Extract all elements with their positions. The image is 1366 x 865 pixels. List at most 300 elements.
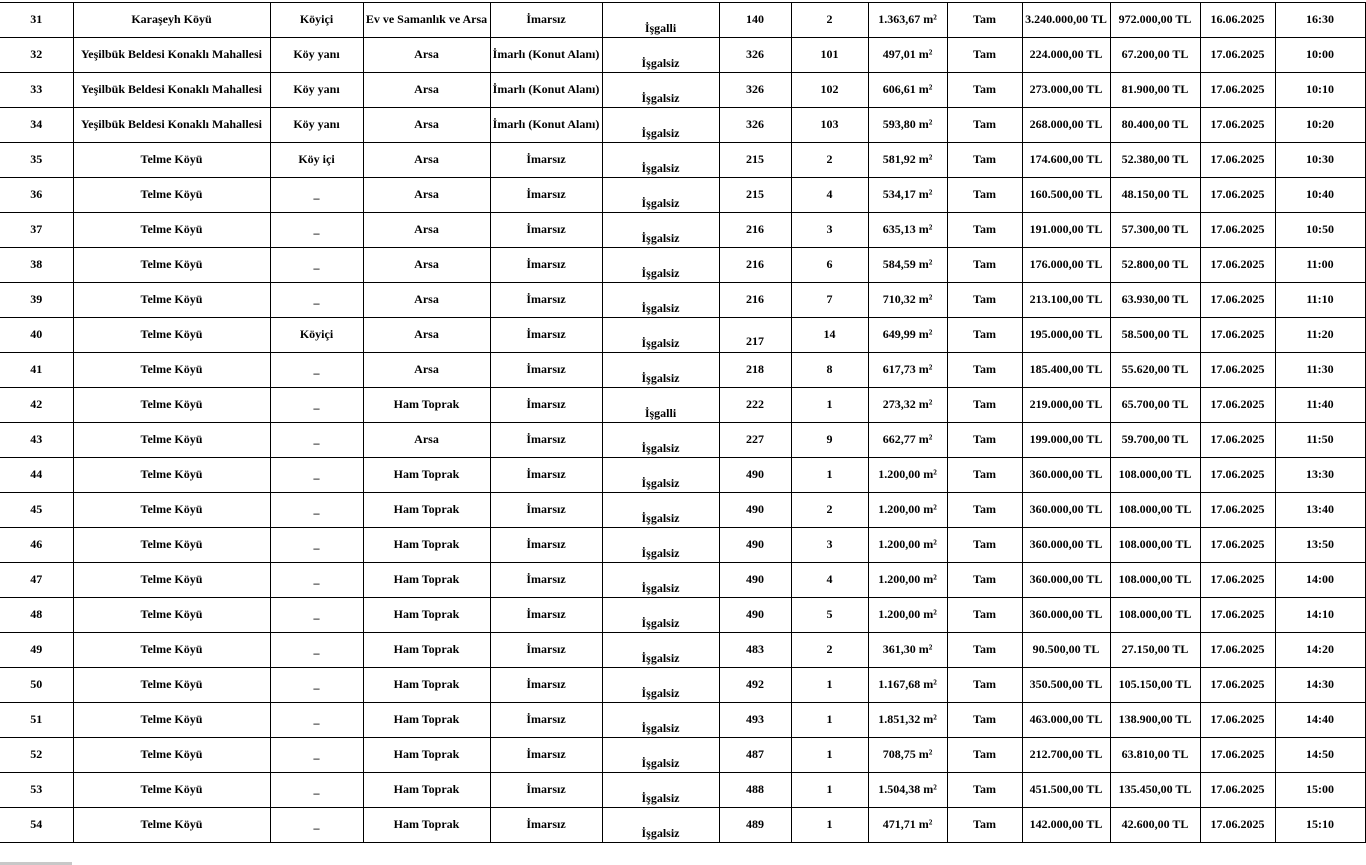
cell-area[interactable] <box>868 423 947 458</box>
cell-share[interactable] <box>947 73 1022 108</box>
cell-location[interactable] <box>73 108 270 143</box>
cell-occupancy-status[interactable] <box>602 703 719 738</box>
cell-location[interactable] <box>73 423 270 458</box>
cell-parcel-number[interactable] <box>791 738 868 773</box>
cell-position[interactable] <box>270 178 363 213</box>
cell-position[interactable] <box>270 73 363 108</box>
cell-auction-time[interactable] <box>1275 248 1365 283</box>
cell-position[interactable] <box>270 213 363 248</box>
cell-area[interactable] <box>868 318 947 353</box>
cell-block-number[interactable] <box>719 108 791 143</box>
cell-occupancy-status[interactable] <box>602 248 719 283</box>
cell-position[interactable] <box>270 738 363 773</box>
cell-row-number[interactable] <box>0 178 73 213</box>
cell-area[interactable] <box>868 563 947 598</box>
cell-occupancy-status[interactable] <box>602 108 719 143</box>
cell-area[interactable] <box>868 283 947 318</box>
cell-block-number[interactable] <box>719 633 791 668</box>
cell-property-type[interactable] <box>363 738 490 773</box>
horizontal-scrollbar-track[interactable] <box>0 861 1366 865</box>
cell-auction-time[interactable] <box>1275 178 1365 213</box>
cell-estimated-value[interactable] <box>1022 808 1110 843</box>
cell-position[interactable] <box>270 143 363 178</box>
cell-property-type[interactable] <box>363 318 490 353</box>
cell-share[interactable] <box>947 773 1022 808</box>
cell-estimated-value[interactable] <box>1022 248 1110 283</box>
cell-auction-time[interactable] <box>1275 108 1365 143</box>
cell-estimated-value[interactable] <box>1022 633 1110 668</box>
cell-auction-date[interactable] <box>1200 668 1275 703</box>
cell-occupancy-status[interactable] <box>602 38 719 73</box>
cell-position[interactable] <box>270 423 363 458</box>
cell-location[interactable] <box>73 213 270 248</box>
cell-area[interactable] <box>868 108 947 143</box>
cell-share[interactable] <box>947 738 1022 773</box>
cell-auction-date[interactable] <box>1200 738 1275 773</box>
cell-share[interactable] <box>947 633 1022 668</box>
cell-share[interactable] <box>947 563 1022 598</box>
cell-share[interactable] <box>947 703 1022 738</box>
cell-auction-date[interactable] <box>1200 773 1275 808</box>
cell-block-number[interactable] <box>719 668 791 703</box>
cell-position[interactable] <box>270 3 363 38</box>
cell-occupancy-status[interactable] <box>602 598 719 633</box>
cell-location[interactable] <box>73 143 270 178</box>
cell-auction-time[interactable] <box>1275 668 1365 703</box>
cell-row-number[interactable] <box>0 423 73 458</box>
cell-deposit[interactable] <box>1110 248 1200 283</box>
cell-location[interactable] <box>73 3 270 38</box>
cell-estimated-value[interactable] <box>1022 528 1110 563</box>
cell-zoning-status[interactable] <box>490 563 602 598</box>
cell-deposit[interactable] <box>1110 388 1200 423</box>
cell-parcel-number[interactable] <box>791 388 868 423</box>
cell-location[interactable] <box>73 248 270 283</box>
cell-auction-time[interactable] <box>1275 318 1365 353</box>
cell-area[interactable] <box>868 493 947 528</box>
cell-auction-time[interactable] <box>1275 563 1365 598</box>
cell-auction-date[interactable] <box>1200 213 1275 248</box>
cell-share[interactable] <box>947 493 1022 528</box>
cell-share[interactable] <box>947 178 1022 213</box>
cell-row-number[interactable] <box>0 108 73 143</box>
cell-location[interactable] <box>73 563 270 598</box>
cell-area[interactable] <box>868 528 947 563</box>
cell-block-number[interactable] <box>719 388 791 423</box>
cell-occupancy-status[interactable] <box>602 423 719 458</box>
cell-row-number[interactable] <box>0 38 73 73</box>
cell-share[interactable] <box>947 213 1022 248</box>
cell-share[interactable] <box>947 248 1022 283</box>
cell-block-number[interactable] <box>719 353 791 388</box>
cell-occupancy-status[interactable] <box>602 143 719 178</box>
cell-location[interactable] <box>73 38 270 73</box>
cell-auction-date[interactable] <box>1200 493 1275 528</box>
cell-auction-time[interactable] <box>1275 388 1365 423</box>
cell-position[interactable] <box>270 283 363 318</box>
cell-row-number[interactable] <box>0 248 73 283</box>
cell-estimated-value[interactable] <box>1022 283 1110 318</box>
cell-occupancy-status[interactable] <box>602 493 719 528</box>
cell-block-number[interactable] <box>719 318 791 353</box>
cell-deposit[interactable] <box>1110 423 1200 458</box>
cell-block-number[interactable] <box>719 283 791 318</box>
cell-position[interactable] <box>270 598 363 633</box>
cell-block-number[interactable] <box>719 178 791 213</box>
cell-location[interactable] <box>73 773 270 808</box>
cell-property-type[interactable] <box>363 703 490 738</box>
cell-property-type[interactable] <box>363 283 490 318</box>
cell-property-type[interactable] <box>363 3 490 38</box>
cell-auction-date[interactable] <box>1200 38 1275 73</box>
cell-deposit[interactable] <box>1110 773 1200 808</box>
cell-parcel-number[interactable] <box>791 213 868 248</box>
cell-location[interactable] <box>73 738 270 773</box>
cell-estimated-value[interactable] <box>1022 738 1110 773</box>
cell-block-number[interactable] <box>719 773 791 808</box>
cell-area[interactable] <box>868 248 947 283</box>
cell-share[interactable] <box>947 528 1022 563</box>
cell-parcel-number[interactable] <box>791 808 868 843</box>
cell-location[interactable] <box>73 703 270 738</box>
cell-parcel-number[interactable] <box>791 773 868 808</box>
cell-auction-date[interactable] <box>1200 108 1275 143</box>
cell-property-type[interactable] <box>363 598 490 633</box>
cell-property-type[interactable] <box>363 353 490 388</box>
cell-row-number[interactable] <box>0 528 73 563</box>
cell-estimated-value[interactable] <box>1022 213 1110 248</box>
cell-area[interactable] <box>868 808 947 843</box>
cell-position[interactable] <box>270 108 363 143</box>
cell-deposit[interactable] <box>1110 563 1200 598</box>
cell-block-number[interactable] <box>719 703 791 738</box>
cell-area[interactable] <box>868 3 947 38</box>
cell-zoning-status[interactable] <box>490 178 602 213</box>
cell-area[interactable] <box>868 38 947 73</box>
cell-estimated-value[interactable] <box>1022 458 1110 493</box>
cell-zoning-status[interactable] <box>490 458 602 493</box>
cell-area[interactable] <box>868 668 947 703</box>
cell-location[interactable] <box>73 353 270 388</box>
cell-area[interactable] <box>868 738 947 773</box>
cell-share[interactable] <box>947 388 1022 423</box>
cell-auction-time[interactable] <box>1275 493 1365 528</box>
cell-deposit[interactable] <box>1110 3 1200 38</box>
cell-share[interactable] <box>947 38 1022 73</box>
cell-zoning-status[interactable] <box>490 423 602 458</box>
cell-auction-time[interactable] <box>1275 423 1365 458</box>
cell-property-type[interactable] <box>363 633 490 668</box>
cell-zoning-status[interactable] <box>490 38 602 73</box>
cell-block-number[interactable] <box>719 808 791 843</box>
cell-deposit[interactable] <box>1110 458 1200 493</box>
cell-area[interactable] <box>868 388 947 423</box>
cell-property-type[interactable] <box>363 493 490 528</box>
cell-deposit[interactable] <box>1110 598 1200 633</box>
cell-property-type[interactable] <box>363 143 490 178</box>
cell-occupancy-status[interactable] <box>602 563 719 598</box>
cell-estimated-value[interactable] <box>1022 318 1110 353</box>
cell-share[interactable] <box>947 143 1022 178</box>
cell-parcel-number[interactable] <box>791 528 868 563</box>
cell-auction-date[interactable] <box>1200 248 1275 283</box>
cell-deposit[interactable] <box>1110 178 1200 213</box>
cell-block-number[interactable] <box>719 563 791 598</box>
cell-estimated-value[interactable] <box>1022 703 1110 738</box>
cell-deposit[interactable] <box>1110 73 1200 108</box>
cell-auction-time[interactable] <box>1275 773 1365 808</box>
cell-block-number[interactable] <box>719 213 791 248</box>
cell-location[interactable] <box>73 668 270 703</box>
cell-row-number[interactable] <box>0 598 73 633</box>
cell-parcel-number[interactable] <box>791 563 868 598</box>
cell-property-type[interactable] <box>363 73 490 108</box>
cell-area[interactable] <box>868 598 947 633</box>
cell-auction-date[interactable] <box>1200 318 1275 353</box>
cell-parcel-number[interactable] <box>791 423 868 458</box>
cell-property-type[interactable] <box>363 773 490 808</box>
cell-auction-time[interactable] <box>1275 738 1365 773</box>
cell-row-number[interactable] <box>0 738 73 773</box>
cell-auction-time[interactable] <box>1275 353 1365 388</box>
cell-zoning-status[interactable] <box>490 633 602 668</box>
cell-share[interactable] <box>947 668 1022 703</box>
cell-occupancy-status[interactable] <box>602 528 719 563</box>
cell-row-number[interactable] <box>0 388 73 423</box>
cell-position[interactable] <box>270 388 363 423</box>
cell-share[interactable] <box>947 458 1022 493</box>
cell-row-number[interactable] <box>0 3 73 38</box>
cell-row-number[interactable] <box>0 213 73 248</box>
cell-property-type[interactable] <box>363 668 490 703</box>
cell-estimated-value[interactable] <box>1022 563 1110 598</box>
cell-parcel-number[interactable] <box>791 703 868 738</box>
cell-row-number[interactable] <box>0 773 73 808</box>
cell-area[interactable] <box>868 143 947 178</box>
cell-zoning-status[interactable] <box>490 598 602 633</box>
cell-block-number[interactable] <box>719 248 791 283</box>
cell-zoning-status[interactable] <box>490 143 602 178</box>
cell-row-number[interactable] <box>0 808 73 843</box>
cell-location[interactable] <box>73 598 270 633</box>
cell-occupancy-status[interactable] <box>602 388 719 423</box>
cell-share[interactable] <box>947 598 1022 633</box>
cell-estimated-value[interactable] <box>1022 353 1110 388</box>
cell-row-number[interactable] <box>0 668 73 703</box>
cell-property-type[interactable] <box>363 38 490 73</box>
cell-zoning-status[interactable] <box>490 703 602 738</box>
cell-share[interactable] <box>947 423 1022 458</box>
cell-row-number[interactable] <box>0 493 73 528</box>
cell-occupancy-status[interactable] <box>602 3 719 38</box>
cell-parcel-number[interactable] <box>791 283 868 318</box>
cell-zoning-status[interactable] <box>490 738 602 773</box>
cell-row-number[interactable] <box>0 353 73 388</box>
cell-auction-date[interactable] <box>1200 703 1275 738</box>
cell-parcel-number[interactable] <box>791 3 868 38</box>
cell-block-number[interactable] <box>719 3 791 38</box>
cell-property-type[interactable] <box>363 528 490 563</box>
cell-position[interactable] <box>270 563 363 598</box>
cell-estimated-value[interactable] <box>1022 143 1110 178</box>
cell-zoning-status[interactable] <box>490 773 602 808</box>
cell-auction-date[interactable] <box>1200 283 1275 318</box>
cell-position[interactable] <box>270 458 363 493</box>
cell-deposit[interactable] <box>1110 283 1200 318</box>
cell-occupancy-status[interactable] <box>602 178 719 213</box>
cell-auction-date[interactable] <box>1200 598 1275 633</box>
cell-block-number[interactable] <box>719 38 791 73</box>
cell-estimated-value[interactable] <box>1022 108 1110 143</box>
cell-zoning-status[interactable] <box>490 528 602 563</box>
cell-location[interactable] <box>73 633 270 668</box>
cell-estimated-value[interactable] <box>1022 3 1110 38</box>
cell-location[interactable] <box>73 283 270 318</box>
cell-estimated-value[interactable] <box>1022 388 1110 423</box>
cell-area[interactable] <box>868 213 947 248</box>
cell-zoning-status[interactable] <box>490 808 602 843</box>
cell-position[interactable] <box>270 38 363 73</box>
cell-deposit[interactable] <box>1110 668 1200 703</box>
cell-position[interactable] <box>270 493 363 528</box>
cell-position[interactable] <box>270 353 363 388</box>
cell-deposit[interactable] <box>1110 143 1200 178</box>
cell-zoning-status[interactable] <box>490 388 602 423</box>
cell-location[interactable] <box>73 493 270 528</box>
cell-share[interactable] <box>947 108 1022 143</box>
cell-position[interactable] <box>270 633 363 668</box>
cell-area[interactable] <box>868 178 947 213</box>
cell-deposit[interactable] <box>1110 808 1200 843</box>
cell-zoning-status[interactable] <box>490 248 602 283</box>
cell-deposit[interactable] <box>1110 353 1200 388</box>
cell-deposit[interactable] <box>1110 633 1200 668</box>
cell-row-number[interactable] <box>0 143 73 178</box>
cell-estimated-value[interactable] <box>1022 773 1110 808</box>
cell-share[interactable] <box>947 353 1022 388</box>
cell-parcel-number[interactable] <box>791 178 868 213</box>
cell-zoning-status[interactable] <box>490 73 602 108</box>
cell-parcel-number[interactable] <box>791 633 868 668</box>
cell-property-type[interactable] <box>363 213 490 248</box>
cell-row-number[interactable] <box>0 703 73 738</box>
cell-parcel-number[interactable] <box>791 318 868 353</box>
cell-row-number[interactable] <box>0 318 73 353</box>
cell-auction-date[interactable] <box>1200 423 1275 458</box>
cell-deposit[interactable] <box>1110 493 1200 528</box>
cell-estimated-value[interactable] <box>1022 38 1110 73</box>
cell-auction-time[interactable] <box>1275 633 1365 668</box>
cell-parcel-number[interactable] <box>791 668 868 703</box>
cell-location[interactable] <box>73 388 270 423</box>
cell-share[interactable] <box>947 283 1022 318</box>
cell-position[interactable] <box>270 668 363 703</box>
cell-auction-date[interactable] <box>1200 563 1275 598</box>
cell-block-number[interactable] <box>719 738 791 773</box>
cell-occupancy-status[interactable] <box>602 738 719 773</box>
cell-auction-date[interactable] <box>1200 143 1275 178</box>
cell-zoning-status[interactable] <box>490 318 602 353</box>
cell-parcel-number[interactable] <box>791 458 868 493</box>
cell-share[interactable] <box>947 318 1022 353</box>
cell-auction-date[interactable] <box>1200 353 1275 388</box>
cell-auction-time[interactable] <box>1275 3 1365 38</box>
cell-auction-time[interactable] <box>1275 808 1365 843</box>
cell-occupancy-status[interactable] <box>602 353 719 388</box>
cell-parcel-number[interactable] <box>791 108 868 143</box>
cell-property-type[interactable] <box>363 423 490 458</box>
cell-estimated-value[interactable] <box>1022 178 1110 213</box>
cell-row-number[interactable] <box>0 633 73 668</box>
cell-deposit[interactable] <box>1110 738 1200 773</box>
cell-position[interactable] <box>270 773 363 808</box>
cell-estimated-value[interactable] <box>1022 73 1110 108</box>
cell-block-number[interactable] <box>719 493 791 528</box>
cell-row-number[interactable] <box>0 458 73 493</box>
cell-block-number[interactable] <box>719 143 791 178</box>
cell-auction-time[interactable] <box>1275 213 1365 248</box>
cell-block-number[interactable] <box>719 528 791 563</box>
cell-area[interactable] <box>868 458 947 493</box>
cell-property-type[interactable] <box>363 563 490 598</box>
cell-estimated-value[interactable] <box>1022 598 1110 633</box>
cell-auction-date[interactable] <box>1200 73 1275 108</box>
cell-property-type[interactable] <box>363 388 490 423</box>
cell-auction-date[interactable] <box>1200 178 1275 213</box>
cell-area[interactable] <box>868 703 947 738</box>
cell-position[interactable] <box>270 528 363 563</box>
cell-auction-date[interactable] <box>1200 808 1275 843</box>
cell-position[interactable] <box>270 318 363 353</box>
cell-position[interactable] <box>270 248 363 283</box>
cell-zoning-status[interactable] <box>490 3 602 38</box>
cell-property-type[interactable] <box>363 248 490 283</box>
cell-area[interactable] <box>868 73 947 108</box>
cell-auction-time[interactable] <box>1275 283 1365 318</box>
cell-parcel-number[interactable] <box>791 73 868 108</box>
cell-location[interactable] <box>73 318 270 353</box>
cell-zoning-status[interactable] <box>490 213 602 248</box>
cell-area[interactable] <box>868 773 947 808</box>
cell-area[interactable] <box>868 633 947 668</box>
cell-deposit[interactable] <box>1110 38 1200 73</box>
cell-auction-time[interactable] <box>1275 703 1365 738</box>
cell-occupancy-status[interactable] <box>602 318 719 353</box>
cell-auction-time[interactable] <box>1275 528 1365 563</box>
cell-deposit[interactable] <box>1110 318 1200 353</box>
cell-location[interactable] <box>73 808 270 843</box>
cell-location[interactable] <box>73 458 270 493</box>
cell-deposit[interactable] <box>1110 528 1200 563</box>
cell-parcel-number[interactable] <box>791 143 868 178</box>
cell-occupancy-status[interactable] <box>602 668 719 703</box>
cell-deposit[interactable] <box>1110 703 1200 738</box>
cell-auction-time[interactable] <box>1275 73 1365 108</box>
cell-property-type[interactable] <box>363 808 490 843</box>
cell-auction-date[interactable] <box>1200 633 1275 668</box>
cell-property-type[interactable] <box>363 108 490 143</box>
cell-position[interactable] <box>270 703 363 738</box>
cell-occupancy-status[interactable] <box>602 633 719 668</box>
cell-location[interactable] <box>73 528 270 563</box>
cell-property-type[interactable] <box>363 458 490 493</box>
cell-auction-date[interactable] <box>1200 458 1275 493</box>
cell-estimated-value[interactable] <box>1022 493 1110 528</box>
cell-block-number[interactable] <box>719 423 791 458</box>
cell-estimated-value[interactable] <box>1022 668 1110 703</box>
cell-zoning-status[interactable] <box>490 353 602 388</box>
cell-area[interactable] <box>868 353 947 388</box>
